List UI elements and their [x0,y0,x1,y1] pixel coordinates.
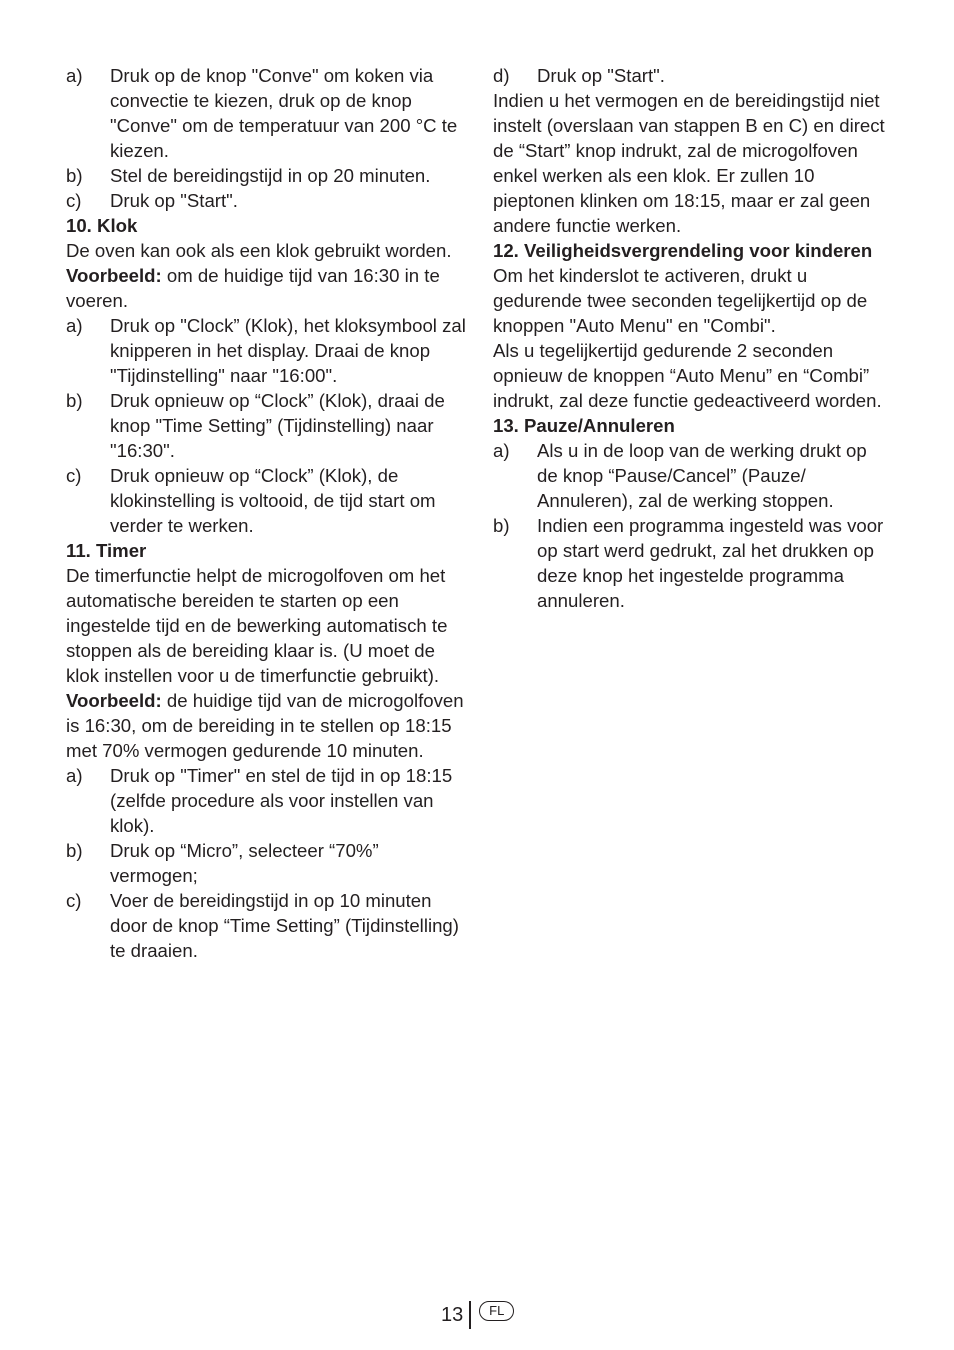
list-item-text: Druk op "Clock” (Klok), het kloksymbool zal knipperen in het display. Draai de knop "Tijdinstelling" naar "16:00". [110,315,466,386]
list-item [66,838,466,888]
section-heading-timer: 11. Timer [66,540,147,561]
list-item-text: Druk op de knop "Conve" om koken via convectie te kiezen, druk op de knop "Conve" om de temperatuur van 200 °C te kiezen. [110,65,458,161]
list-item-label: a) [66,315,83,336]
list-item [493,438,885,513]
list-item-label: b) [66,165,83,186]
list-item-text: Druk op "Start". [537,65,665,86]
list-item-label: a) [493,440,510,461]
list-item [66,463,466,538]
list-item-text: Voer de bereidingstijd in op 10 minuten door de knop “Time Setting” (Tijdinstelling) te draaien. [110,890,459,961]
list-item-text: Druk op "Timer" en stel de tijd in op 18:15 (zelfde procedure als voor instellen van klok). [110,765,453,836]
page-footer [441,1300,514,1330]
list-item [66,313,466,388]
list-item-text: Druk op “Micro”, selecteer “70%” vermogen; [110,840,379,886]
list-item-label: a) [66,765,83,786]
paragraph: Om het kinderslot te activeren, drukt u gedurende twee seconden tegelijkertijd op de knoppen "Auto Menu" en "Combi". [493,265,868,336]
paragraph: Als u tegelijkertijd gedurende 2 seconden opnieuw de knoppen “Auto Menu” en “Combi” indrukt, zal deze functie gedeactiveerd worden. [493,340,882,411]
list-item [66,388,466,463]
section-intro: De timerfunctie helpt de microgolfoven om het automatische bereiden te starten op een ingestelde tijd en de bewerking automatisch te stoppen als de bereiding klaar is. (U moet de klok instellen voor u de timerfunctie gebruikt). [66,565,448,686]
example-text: de huidige tijd van de microgolfoven is 16:30, om de bereiding in te stellen op 18:15 met 70% vermogen gedurende 10 minuten. [66,690,464,761]
list-item-text: Druk opnieuw op “Clock” (Klok), draai de knop "Time Setting” (Tijdinstelling) naar "16:30". [110,390,445,461]
list-item-label: d) [493,65,510,86]
list-item [66,763,466,838]
list-item-label: b) [493,515,510,536]
list-item-label: b) [66,840,83,861]
list-item-text: Indien een programma ingesteld was voor op start werd gedrukt, zal het drukken op deze knop het ingestelde programma annuleren. [537,515,884,611]
language-badge: FL [479,1301,514,1321]
note-paragraph: Indien u het vermogen en de bereidingstijd niet instelt (overslaan van stappen B en C) en direct de “Start” knop indrukt, zal de microgolfoven enkel werken als een klok. Er zullen 10 pieptonen klinken om 18:15, maar er zal geen andere functie werken. [493,90,885,236]
example-paragraph [66,263,466,313]
list-item [493,63,885,88]
section-heading-pause: 13. Pauze/Annuleren [493,415,675,436]
example-label: Voorbeeld: [66,690,162,711]
list-item-label: c) [66,465,82,486]
example-text: om de huidige tijd van 16:30 in te voeren. [66,265,440,311]
right-column [493,63,885,613]
section-heading-lock: 12. Veiligheidsvergrendeling voor kinderen [493,240,873,261]
list-item-label: b) [66,390,83,411]
section-intro: De oven kan ook als een klok gebruikt worden. [66,240,452,261]
list-item [66,188,466,213]
example-paragraph [66,688,466,763]
section-heading-klok: 10. Klok [66,215,138,236]
list-item [66,63,466,163]
left-column [66,63,466,963]
page-number: 13 [441,1304,464,1326]
footer-divider [469,1301,471,1329]
example-label: Voorbeeld: [66,265,162,286]
list-item-label: a) [66,65,83,86]
list-item-text: Druk op "Start". [110,190,238,211]
list-item-label: c) [66,190,82,211]
list-item-label: c) [66,890,82,911]
list-item-text: Stel de bereidingstijd in op 20 minuten. [110,165,431,186]
list-item [66,163,466,188]
list-item [66,888,466,963]
list-item-text: Druk opnieuw op “Clock” (Klok), de klokinstelling is voltooid, de tijd start om verder te werken. [110,465,436,536]
list-item-text: Als u in de loop van de werking drukt op de knop “Pause/Cancel” (Pauze/ Annuleren), zal de werking stoppen. [537,440,867,511]
list-item [493,513,885,613]
